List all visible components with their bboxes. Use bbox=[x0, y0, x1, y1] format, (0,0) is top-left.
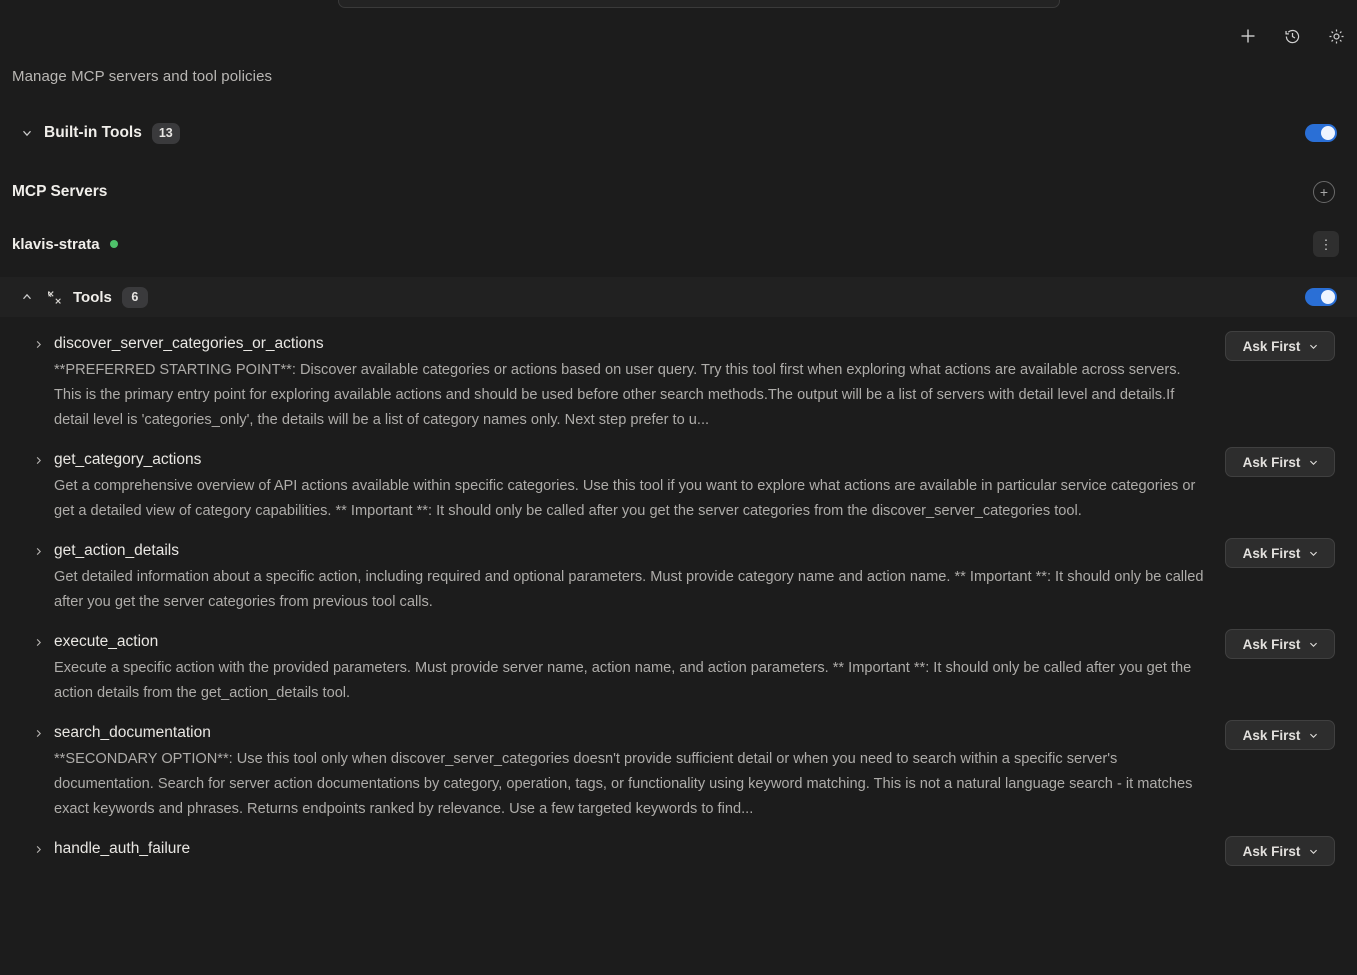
tool-policy-label: Ask First bbox=[1242, 545, 1301, 561]
tools-section-title: Tools bbox=[73, 288, 112, 306]
list-item bbox=[0, 534, 1357, 625]
tool-policy-dropdown[interactable] bbox=[1225, 538, 1335, 568]
tool-policy-label: Ask First bbox=[1242, 727, 1301, 743]
tool-name: discover_server_categories_or_actions bbox=[54, 335, 324, 352]
tool-description: Get detailed information about a specific action, including required and optional parameters. Must provide category name and action name. ** Important **: It should only be called after you get the server categories from previous tool calls. bbox=[54, 569, 1204, 610]
builtin-tools-title: Built-in Tools bbox=[44, 124, 142, 141]
list-item bbox=[0, 625, 1357, 716]
tool-description: Execute a specific action with the provided parameters. Must provide server name, action name, and action parameters. ** Important **: It should only be called after you get the action details from the get_action_details tool. bbox=[54, 660, 1192, 701]
tool-header[interactable] bbox=[32, 335, 1207, 353]
server-row-klavis-strata bbox=[0, 229, 1357, 259]
tool-policy-label: Ask First bbox=[1242, 636, 1301, 652]
new-icon[interactable] bbox=[1233, 21, 1263, 51]
tool-policy-label: Ask First bbox=[1242, 843, 1301, 859]
tool-name: get_category_actions bbox=[54, 451, 202, 468]
tool-policy-dropdown[interactable] bbox=[1225, 447, 1335, 477]
tool-policy-dropdown[interactable] bbox=[1225, 629, 1335, 659]
list-item bbox=[0, 327, 1357, 443]
history-icon[interactable] bbox=[1277, 21, 1307, 51]
page-subtitle: Manage MCP servers and tool policies bbox=[12, 68, 273, 85]
tool-header[interactable] bbox=[32, 724, 1207, 742]
tools-section-header[interactable] bbox=[0, 277, 1357, 317]
list-item bbox=[0, 443, 1357, 534]
tool-header[interactable] bbox=[32, 633, 1207, 651]
builtin-tools-section[interactable] bbox=[0, 111, 1357, 155]
chevron-right-icon[interactable] bbox=[32, 637, 44, 648]
status-badge bbox=[110, 240, 118, 248]
settings-gear-icon[interactable] bbox=[1321, 21, 1351, 51]
tool-description: Get a comprehensive overview of API actions available within specific categories. Use this tool if you want to explore what actions are available in particular service categories or get a detailed view of category capabilities. ** Important **: It should only be called after you get the server categories from the discover_server_categories tool. bbox=[54, 478, 1196, 519]
mcp-servers-title: MCP Servers bbox=[12, 183, 108, 200]
chevron-right-icon[interactable] bbox=[32, 728, 44, 739]
tool-policy-dropdown[interactable] bbox=[1225, 331, 1335, 361]
mcp-servers-header bbox=[0, 177, 1357, 207]
tools-toggle[interactable] bbox=[1305, 288, 1337, 306]
chevron-up-icon[interactable] bbox=[16, 290, 38, 304]
server-menu-icon[interactable]: ⋮ bbox=[1313, 231, 1339, 257]
tool-description: **PREFERRED STARTING POINT**: Discover available categories or actions based on user query. Try this tool first when exploring what actions are available across servers. This is the primary entry point for exploring available actions and should be used before other search methods.The output will be a list of servers with detail level and details.If detail level is 'categories_only', the details will be a list of category names only. Next step prefer to u... bbox=[54, 362, 1181, 428]
tool-name: get_action_details bbox=[54, 542, 179, 559]
tool-policy-dropdown[interactable] bbox=[1225, 720, 1335, 750]
chevron-down-icon bbox=[1308, 548, 1319, 559]
top-partial-bar bbox=[0, 0, 1357, 10]
server-name: klavis-strata bbox=[12, 235, 100, 253]
chevron-right-icon[interactable] bbox=[32, 546, 44, 557]
tool-policy-dropdown[interactable] bbox=[1225, 836, 1335, 866]
chevron-down-icon bbox=[1308, 639, 1319, 650]
chevron-down-icon bbox=[1308, 846, 1319, 857]
builtin-tools-toggle[interactable] bbox=[1305, 124, 1337, 142]
chevron-right-icon[interactable] bbox=[32, 339, 44, 350]
tools-wrench-icon bbox=[46, 289, 63, 306]
builtin-tools-count: 13 bbox=[152, 123, 180, 144]
tool-list bbox=[0, 317, 1357, 868]
chevron-down-icon bbox=[1308, 457, 1319, 468]
tool-name: handle_auth_failure bbox=[54, 840, 191, 857]
tools-count: 6 bbox=[122, 287, 148, 308]
tool-policy-label: Ask First bbox=[1242, 338, 1301, 354]
tool-description: **SECONDARY OPTION**: Use this tool only when discover_server_categories doesn't provide sufficient detail or when you need to search within a specific server's documentation. Search for server action documentations by category, operation, tags, or functionality using keyword matching. This is not a natural language search - it matches exact keywords and phrases. Returns endpoints ranked by relevance. Use a few targeted keywords to find... bbox=[54, 751, 1193, 817]
chevron-down-icon bbox=[1308, 730, 1319, 741]
chevron-right-icon[interactable] bbox=[32, 844, 44, 855]
tool-header[interactable] bbox=[32, 451, 1207, 469]
add-server-icon[interactable]: + bbox=[1313, 181, 1335, 203]
tool-header[interactable] bbox=[32, 840, 1207, 858]
tool-policy-label: Ask First bbox=[1242, 454, 1301, 470]
list-item bbox=[0, 716, 1357, 832]
list-item bbox=[0, 832, 1357, 868]
chevron-right-icon[interactable] bbox=[32, 455, 44, 466]
chevron-down-icon bbox=[1308, 341, 1319, 352]
chevron-down-icon[interactable] bbox=[16, 126, 38, 140]
window-toolbar bbox=[0, 10, 1357, 62]
tool-name: execute_action bbox=[54, 633, 159, 650]
tool-header[interactable] bbox=[32, 542, 1207, 560]
search-input[interactable] bbox=[338, 0, 1060, 8]
tool-name: search_documentation bbox=[54, 724, 211, 741]
